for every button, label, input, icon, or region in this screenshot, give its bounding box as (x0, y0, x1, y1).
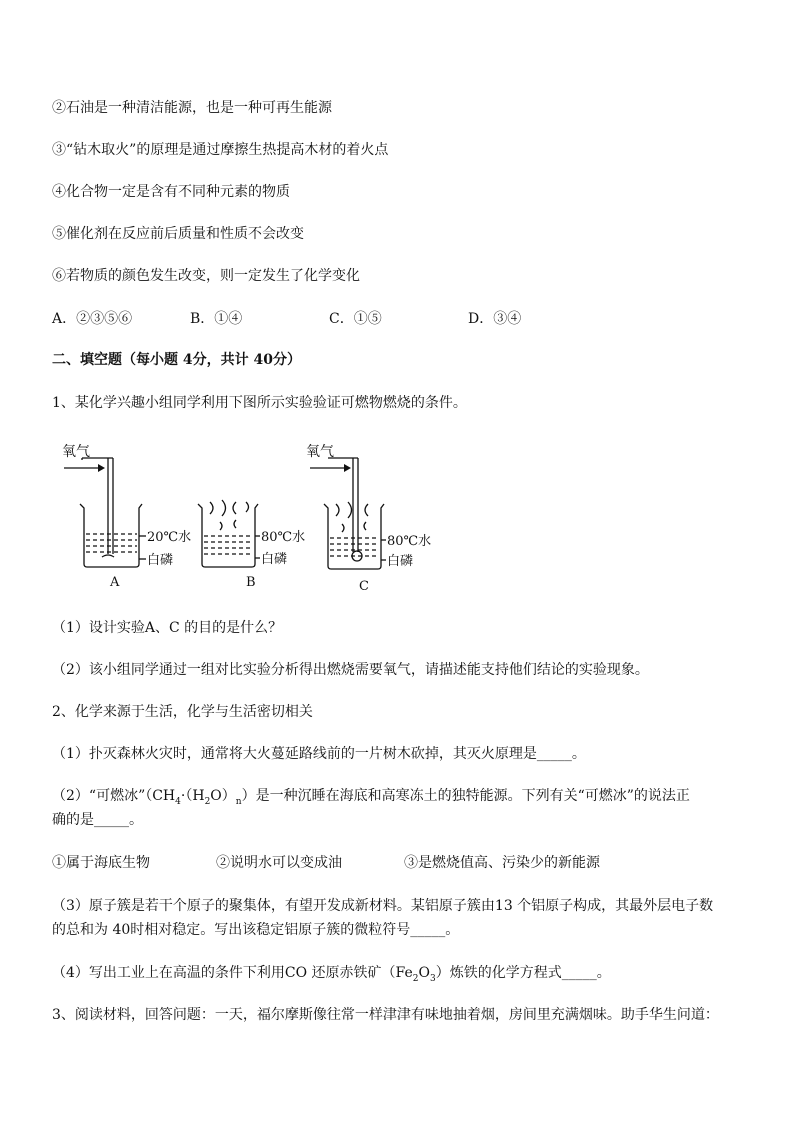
question-2-stem: 2、化学来源于生活，化学与生活密切相关 (52, 704, 313, 720)
question-2-sub-3-line-1: （3）原子簇是若干个原子的聚集体，有望开发成新材料。某铝原子簇由13 个铝原子构成，其最外层电子数 (52, 898, 714, 914)
option-a: A．②③⑤⑥ (52, 311, 133, 327)
question-1-sub-2: （2）该小组同学通过一组对比实验分析得出燃烧需要氧气，请描述能支持他们结论的实验现象。 (52, 662, 649, 678)
question-1-sub-1: （1）设计实验A、C 的目的是什么？ (52, 620, 283, 636)
option-c: C．①⑤ (329, 311, 382, 327)
choice-2: ②说明水可以变成油 (216, 855, 342, 871)
question-2-sub-1: （1）扑灭森林火灾时，通常将大火蔓延路线前的一片树木砍掉，其灭火原理是_____。 (52, 746, 586, 762)
question-2-sub-2-line-2: 确的是_____。 (52, 812, 143, 828)
option-b: B．①④ (190, 311, 243, 327)
question-1-stem: 1、某化学兴趣小组同学利用下图所示实验验证可燃物燃烧的条件。 (52, 395, 467, 411)
oxygen-label-c: 氧气 (306, 444, 334, 460)
beaker-a (80, 458, 146, 567)
phosphorus-label-a: 白磷 (147, 553, 174, 568)
water-label-c: 80℃水 (387, 534, 432, 549)
statement-5: ⑤催化剂在反应前后质量和性质不会改变 (52, 226, 304, 242)
choice-1: ①属于海底生物 (52, 855, 150, 871)
oxygen-label-a: 氧气 (62, 444, 90, 460)
phosphorus-label-b: 白磷 (261, 552, 288, 567)
beaker-label-c: C (359, 579, 369, 594)
question-3-stem: 3、阅读材料，回答问题：一天，福尔摩斯像往常一样津津有味地抽着烟，房间里充满烟味。助手华生问道： (52, 1007, 719, 1023)
question-2-sub-3-line-2: 的总和为 40时相对稳定。写出该稳定铝原子簇的微粒符号_____。 (52, 922, 460, 938)
water-label-a: 20℃水 (147, 530, 192, 545)
beaker-b (198, 500, 260, 567)
statement-6: ⑥若物质的颜色发生改变，则一定发生了化学变化 (52, 268, 360, 284)
statement-4: ④化合物一定是含有不同种元素的物质 (52, 184, 290, 200)
beaker-label-a: A (110, 575, 120, 590)
question-2-sub-2-line-1: （2）“可燃冰$”(CH_4\cdot(H_2O)_n)$是一种沉睡在海底和高寒冻土的独特能源。下列有关“可燃冰”的说法正 (52, 788, 690, 807)
question-2-sub-4: （4）写出工业上在高温的条件下利用CO 还原赤铁矿$(Fe_2O_3)$炼铁的化学方程式_____。 (52, 965, 611, 984)
section-title: 二、填空题（每小题 4分，共计 40分） (52, 352, 301, 368)
combustion-experiment-figure (52, 436, 452, 602)
beaker-label-b: B (246, 575, 256, 590)
option-d: D．③④ (468, 311, 522, 327)
beaker-c (324, 458, 386, 569)
statement-2: ②石油是一种清洁能源，也是一种可再生能源 (52, 100, 332, 116)
statement-3: ③“钻木取火”的原理是通过摩擦生热提高木材的着火点 (52, 142, 389, 158)
water-label-b: 80℃水 (261, 530, 306, 545)
choice-3: ③是燃烧值高、污染少的新能源 (404, 855, 600, 871)
phosphorus-label-c: 白磷 (387, 554, 414, 569)
